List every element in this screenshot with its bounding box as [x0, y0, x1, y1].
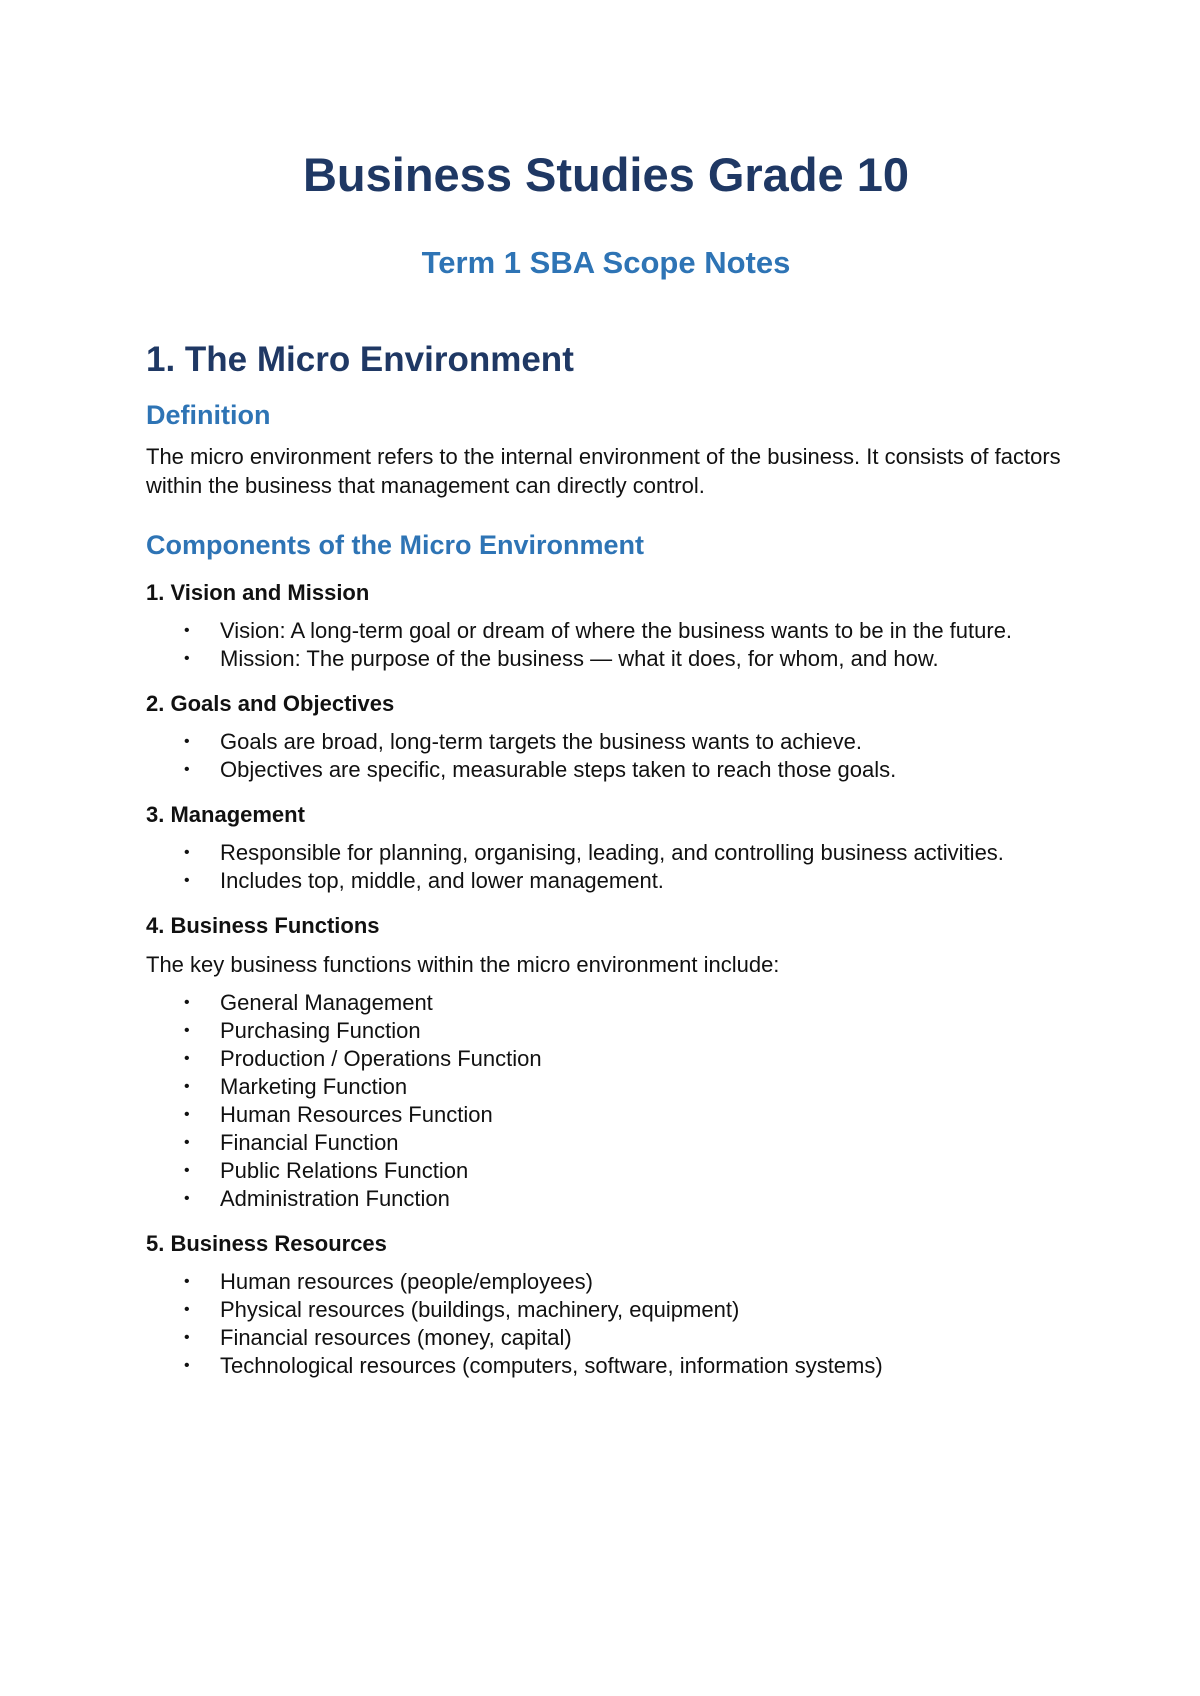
document-content	[146, 338, 1066, 1380]
list-item: • Technological resources (computers, software, information systems)	[184, 1353, 883, 1378]
list-item: • Human resources (people/employees)	[184, 1269, 593, 1294]
list-item: • Financial resources (money, capital)	[184, 1325, 572, 1350]
bullet-icon: •	[184, 872, 190, 889]
management-heading: 3. Management	[146, 802, 305, 827]
bullet-icon: •	[184, 1022, 190, 1039]
bullet-icon: •	[184, 761, 190, 778]
bullet-icon: •	[184, 1329, 190, 1346]
definition-heading: Definition	[146, 400, 271, 430]
document-title: Business Studies Grade 10	[302, 148, 910, 201]
document-subtitle: Term 1 SBA Scope Notes	[421, 245, 791, 280]
definition-text: The micro environment refers to the internal environment of the business. It consists of factors within the business that management can directly control.	[146, 444, 1061, 498]
list-item: • Public Relations Function	[184, 1158, 469, 1183]
bullet-icon: •	[184, 1134, 190, 1151]
vision-mission-list	[146, 617, 1066, 673]
list-item: • Production / Operations Function	[184, 1046, 542, 1071]
list-item: • Marketing Function	[184, 1074, 408, 1099]
management-list	[146, 839, 1066, 895]
bullet-icon: •	[184, 650, 190, 667]
list-item: • Administration Function	[184, 1186, 450, 1211]
bullet-icon: •	[184, 1050, 190, 1067]
list-item: • Mission: The purpose of the business — what it does, for whom, and how.	[184, 646, 939, 671]
list-item: • Purchasing Function	[184, 1018, 421, 1043]
list-item: • Includes top, middle, and lower management.	[184, 868, 664, 893]
bullet-icon: •	[184, 1301, 190, 1318]
bullet-icon: •	[184, 1190, 190, 1207]
bullet-icon: •	[184, 622, 190, 639]
business-resources-list	[146, 1268, 1066, 1380]
vision-mission-heading: 1. Vision and Mission	[146, 580, 370, 605]
list-item: • Human Resources Function	[184, 1102, 493, 1127]
bullet-icon: •	[184, 1273, 190, 1290]
business-functions-heading: 4. Business Functions	[146, 913, 380, 938]
section-heading-micro-environment: 1. The Micro Environment	[146, 340, 574, 379]
bullet-icon: •	[184, 733, 190, 750]
bullet-icon: •	[184, 1357, 190, 1374]
goals-objectives-list	[146, 728, 1066, 784]
bullet-icon: •	[184, 994, 190, 1011]
list-item: • Vision: A long-term goal or dream of where the business wants to be in the future.	[184, 618, 1013, 643]
bullet-icon: •	[184, 1078, 190, 1095]
bullet-icon: •	[184, 844, 190, 861]
business-resources-heading: 5. Business Resources	[146, 1231, 387, 1256]
list-item: • Goals are broad, long-term targets the business wants to achieve.	[184, 729, 863, 754]
list-item: • Responsible for planning, organising, leading, and controlling business activities.	[184, 840, 1004, 865]
list-item: • Objectives are specific, measurable steps taken to reach those goals.	[184, 757, 897, 782]
components-heading: Components of the Micro Environment	[146, 530, 645, 560]
bullet-icon: •	[184, 1162, 190, 1179]
goals-objectives-heading: 2. Goals and Objectives	[146, 691, 395, 716]
list-item: • Physical resources (buildings, machinery, equipment)	[184, 1297, 740, 1322]
business-functions-list	[146, 989, 1066, 1213]
bullet-icon: •	[184, 1106, 190, 1123]
business-functions-intro: The key business functions within the micro environment include:	[146, 952, 780, 977]
list-item: • General Management	[184, 990, 433, 1015]
list-item: • Financial Function	[184, 1130, 399, 1155]
